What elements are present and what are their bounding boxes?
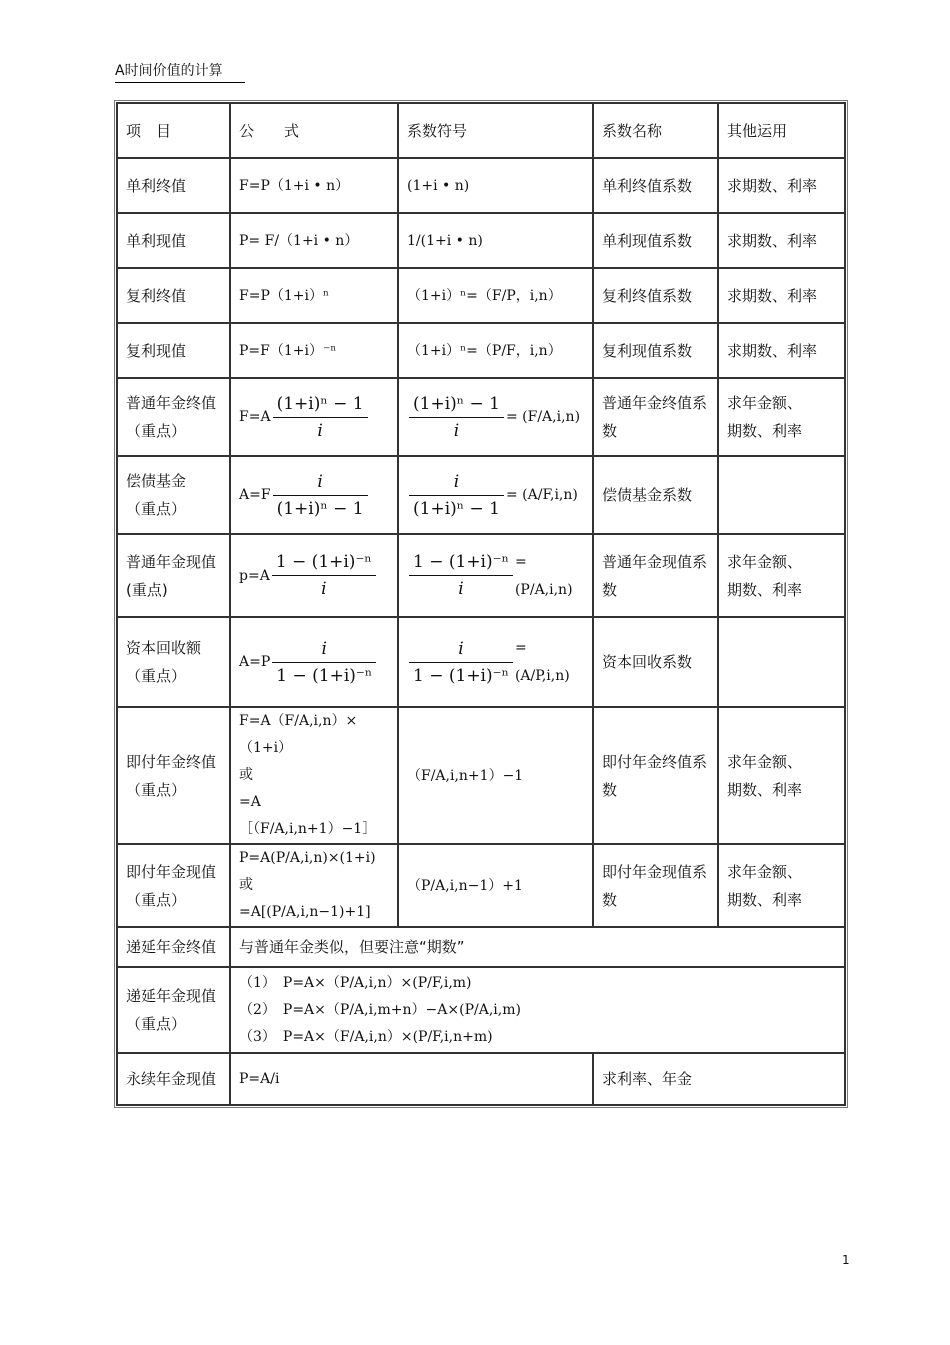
fraction-numerator: i xyxy=(321,638,327,659)
formula-cell xyxy=(230,844,398,927)
symbol-suffix: = (F/A,i,n) xyxy=(505,409,581,425)
table-row xyxy=(117,213,845,268)
formula-cell xyxy=(230,456,398,534)
symbol-fraction xyxy=(409,392,504,443)
header-symbol: 系数符号 xyxy=(398,103,593,158)
symbol-expression xyxy=(407,548,584,604)
other-use-line: 求年金额、 xyxy=(727,552,803,571)
other-use-line: 求年金额、 xyxy=(727,394,803,412)
fraction-denominator: i xyxy=(458,579,464,599)
formula-list-cell xyxy=(230,967,845,1053)
item-cell: 复利现值 xyxy=(117,323,230,378)
fraction-numerator: (1+i)ⁿ − 1 xyxy=(413,393,500,414)
fraction-denominator: i xyxy=(321,579,327,599)
other-use-cell xyxy=(718,534,845,617)
fraction-numerator: 1 − (1+i)⁻ⁿ xyxy=(275,552,372,572)
symbol-cell xyxy=(398,617,593,707)
item-cell xyxy=(117,617,230,707)
formula-cell: P= F/（1+i • n） xyxy=(230,213,398,268)
formula-cell: P=F（1+i）⁻ⁿ xyxy=(230,323,398,378)
item-cell: 复利终值 xyxy=(117,268,230,323)
formula-line: （2） P=A×（P/A,i,m+n）−A×(P/A,i,m) xyxy=(239,1001,521,1018)
other-use-cell: 求期数、利率 xyxy=(718,213,845,268)
fraction-numerator: i xyxy=(458,638,464,659)
symbol-cell xyxy=(398,378,593,456)
symbol-cell xyxy=(398,456,593,534)
other-use-cell: 求利率、年金 xyxy=(593,1053,845,1105)
page-number: 1 xyxy=(842,1253,850,1267)
description-cell: 与普通年金类似，但要注意“期数” xyxy=(230,927,845,967)
formula-expression xyxy=(239,392,389,443)
header-formula: 公 式 xyxy=(230,103,398,158)
coef-name-cell: 复利终值系数 xyxy=(593,268,718,323)
item-cell xyxy=(117,534,230,617)
other-use-cell: 求期数、利率 xyxy=(718,268,845,323)
symbol-suffix: = (A/F,i,n) xyxy=(505,487,578,503)
formula-fraction xyxy=(273,470,368,521)
formula-fraction xyxy=(272,637,376,688)
symbol-suffix: = (A/P,i,n) xyxy=(514,640,570,684)
other-use-cell xyxy=(718,456,845,534)
formula-line: （3） P=A×（F/A,i,n）×(P/F,i,n+m) xyxy=(239,1028,493,1045)
fraction-denominator: 1 − (1+i)⁻ⁿ xyxy=(413,665,509,686)
item-name: 资本回收额 xyxy=(126,639,202,657)
fraction-numerator: 1 − (1+i)⁻ⁿ xyxy=(413,552,509,572)
table-row xyxy=(117,534,845,617)
item-cell xyxy=(117,707,230,844)
item-note: （重点） xyxy=(126,500,187,518)
item-name: 普通年金现值 xyxy=(126,552,217,571)
item-name: 即付年金终值 xyxy=(126,752,217,771)
item-note: (重点) xyxy=(126,580,168,599)
symbol-expression xyxy=(407,634,584,690)
table-row xyxy=(117,1053,845,1105)
formula-line: 或 xyxy=(239,767,253,783)
formula-expression xyxy=(239,470,389,521)
item-note: （重点） xyxy=(126,780,187,799)
formula-line: （1） P=A×（P/A,i,n）×(P/F,i,m) xyxy=(239,974,472,991)
formula-cell: F=P（1+i • n） xyxy=(230,158,398,213)
formula-cell: P=A/i xyxy=(230,1053,593,1105)
formula-cell xyxy=(230,707,398,844)
symbol-fraction xyxy=(409,550,513,601)
symbol-cell: （F/A,i,n+1）−1 xyxy=(398,707,593,844)
item-name: 即付年金现值 xyxy=(126,862,217,881)
other-use-cell xyxy=(718,378,845,456)
item-cell xyxy=(117,967,230,1053)
page-heading: A时间价值的计算 xyxy=(115,62,245,83)
item-cell xyxy=(117,456,230,534)
coef-name-cell: 单利终值系数 xyxy=(593,158,718,213)
table-row xyxy=(117,378,845,456)
table-row xyxy=(117,323,845,378)
table-header-row xyxy=(117,103,845,158)
table-row xyxy=(117,967,845,1053)
other-use-line: 求年金额、 xyxy=(727,752,803,771)
item-cell xyxy=(117,844,230,927)
formula-cell xyxy=(230,378,398,456)
fraction-denominator: (1+i)ⁿ − 1 xyxy=(276,498,364,519)
formula-line: =A[(P/A,i,n−1)+1] xyxy=(239,904,371,920)
header-other: 其他运用 xyxy=(718,103,845,158)
table-row xyxy=(117,158,845,213)
formula-expression xyxy=(239,637,389,688)
fraction-numerator: i xyxy=(317,471,323,492)
item-name: 偿债基金 xyxy=(126,472,187,490)
other-use-cell xyxy=(718,844,845,927)
coef-name-cell: 单利现值系数 xyxy=(593,213,718,268)
header-item: 项 目 xyxy=(117,103,230,158)
symbol-fraction xyxy=(409,470,504,521)
formula-prefix: A=F xyxy=(239,487,271,503)
symbol-cell xyxy=(398,534,593,617)
other-use-cell xyxy=(718,707,845,844)
symbol-cell: 1/(1+i • n) xyxy=(398,213,593,268)
symbol-cell: （1+i）ⁿ=（F/P，i,n） xyxy=(398,268,593,323)
other-use-line: 求年金额、 xyxy=(727,862,803,881)
formula-expression xyxy=(239,550,389,601)
symbol-fraction xyxy=(409,637,513,688)
formula-line: =A［（F/A,i,n+1）−1］ xyxy=(239,794,377,837)
formula-cell xyxy=(230,617,398,707)
item-cell: 递延年金终值 xyxy=(117,927,230,967)
symbol-cell: (1+i • n) xyxy=(398,158,593,213)
coef-name-cell: 即付年金终值系数 xyxy=(593,707,718,844)
fraction-denominator: 1 − (1+i)⁻ⁿ xyxy=(276,665,373,686)
other-use-cell: 求期数、利率 xyxy=(718,158,845,213)
item-cell: 单利终值 xyxy=(117,158,230,213)
item-note: （重点） xyxy=(126,422,187,440)
coef-name-cell: 偿债基金系数 xyxy=(593,456,718,534)
formula-line: P=A(P/A,i,n)×(1+i)或 xyxy=(239,850,376,893)
table-row xyxy=(117,707,845,844)
item-cell: 永续年金现值 xyxy=(117,1053,230,1105)
table-row xyxy=(117,268,845,323)
item-name: 递延年金现值 xyxy=(126,987,217,1005)
item-cell: 单利现值 xyxy=(117,213,230,268)
other-use-line: 期数、利率 xyxy=(727,580,803,599)
coef-name-cell: 普通年金终值系数 xyxy=(593,378,718,456)
item-cell xyxy=(117,378,230,456)
fraction-denominator: (1+i)ⁿ − 1 xyxy=(413,498,500,519)
table-row xyxy=(117,927,845,967)
table-row xyxy=(117,617,845,707)
fraction-numerator: i xyxy=(453,471,460,492)
other-use-line: 期数、利率 xyxy=(727,890,803,909)
formula-fraction xyxy=(272,550,376,601)
symbol-cell: （1+i）ⁿ=（P/F，i,n） xyxy=(398,323,593,378)
coef-name-cell: 资本回收系数 xyxy=(593,617,718,707)
item-name: 普通年金终值 xyxy=(126,394,217,412)
fraction-denominator: i xyxy=(453,420,460,441)
formula-cell: F=P（1+i）ⁿ xyxy=(230,268,398,323)
formula-fraction xyxy=(273,392,368,443)
formula-prefix: p=A xyxy=(239,567,270,584)
coef-name-cell: 即付年金现值系数 xyxy=(593,844,718,927)
symbol-expression xyxy=(407,392,584,443)
other-use-cell xyxy=(718,617,845,707)
other-use-cell: 求期数、利率 xyxy=(718,323,845,378)
symbol-expression xyxy=(407,470,584,521)
formula-prefix: A=P xyxy=(239,654,271,670)
item-note: （重点） xyxy=(126,667,187,685)
coef-name-cell: 普通年金现值系数 xyxy=(593,534,718,617)
coef-name-cell: 复利现值系数 xyxy=(593,323,718,378)
table-row xyxy=(117,456,845,534)
formula-line: F=A（F/A,i,n）×（1+i） xyxy=(239,713,358,756)
table-row xyxy=(117,844,845,927)
other-use-line: 期数、利率 xyxy=(727,780,803,799)
item-note: （重点） xyxy=(126,1015,187,1033)
fraction-numerator: (1+i)ⁿ − 1 xyxy=(276,393,364,414)
formula-cell xyxy=(230,534,398,617)
symbol-suffix: = (P/A,i,n) xyxy=(514,553,573,598)
symbol-cell: （P/A,i,n−1）+1 xyxy=(398,844,593,927)
fraction-denominator: i xyxy=(317,420,323,441)
formula-prefix: F=A xyxy=(239,409,271,425)
time-value-table xyxy=(116,102,846,1106)
header-coef-name: 系数名称 xyxy=(593,103,718,158)
other-use-line: 期数、利率 xyxy=(727,422,803,440)
item-note: （重点） xyxy=(126,890,187,909)
